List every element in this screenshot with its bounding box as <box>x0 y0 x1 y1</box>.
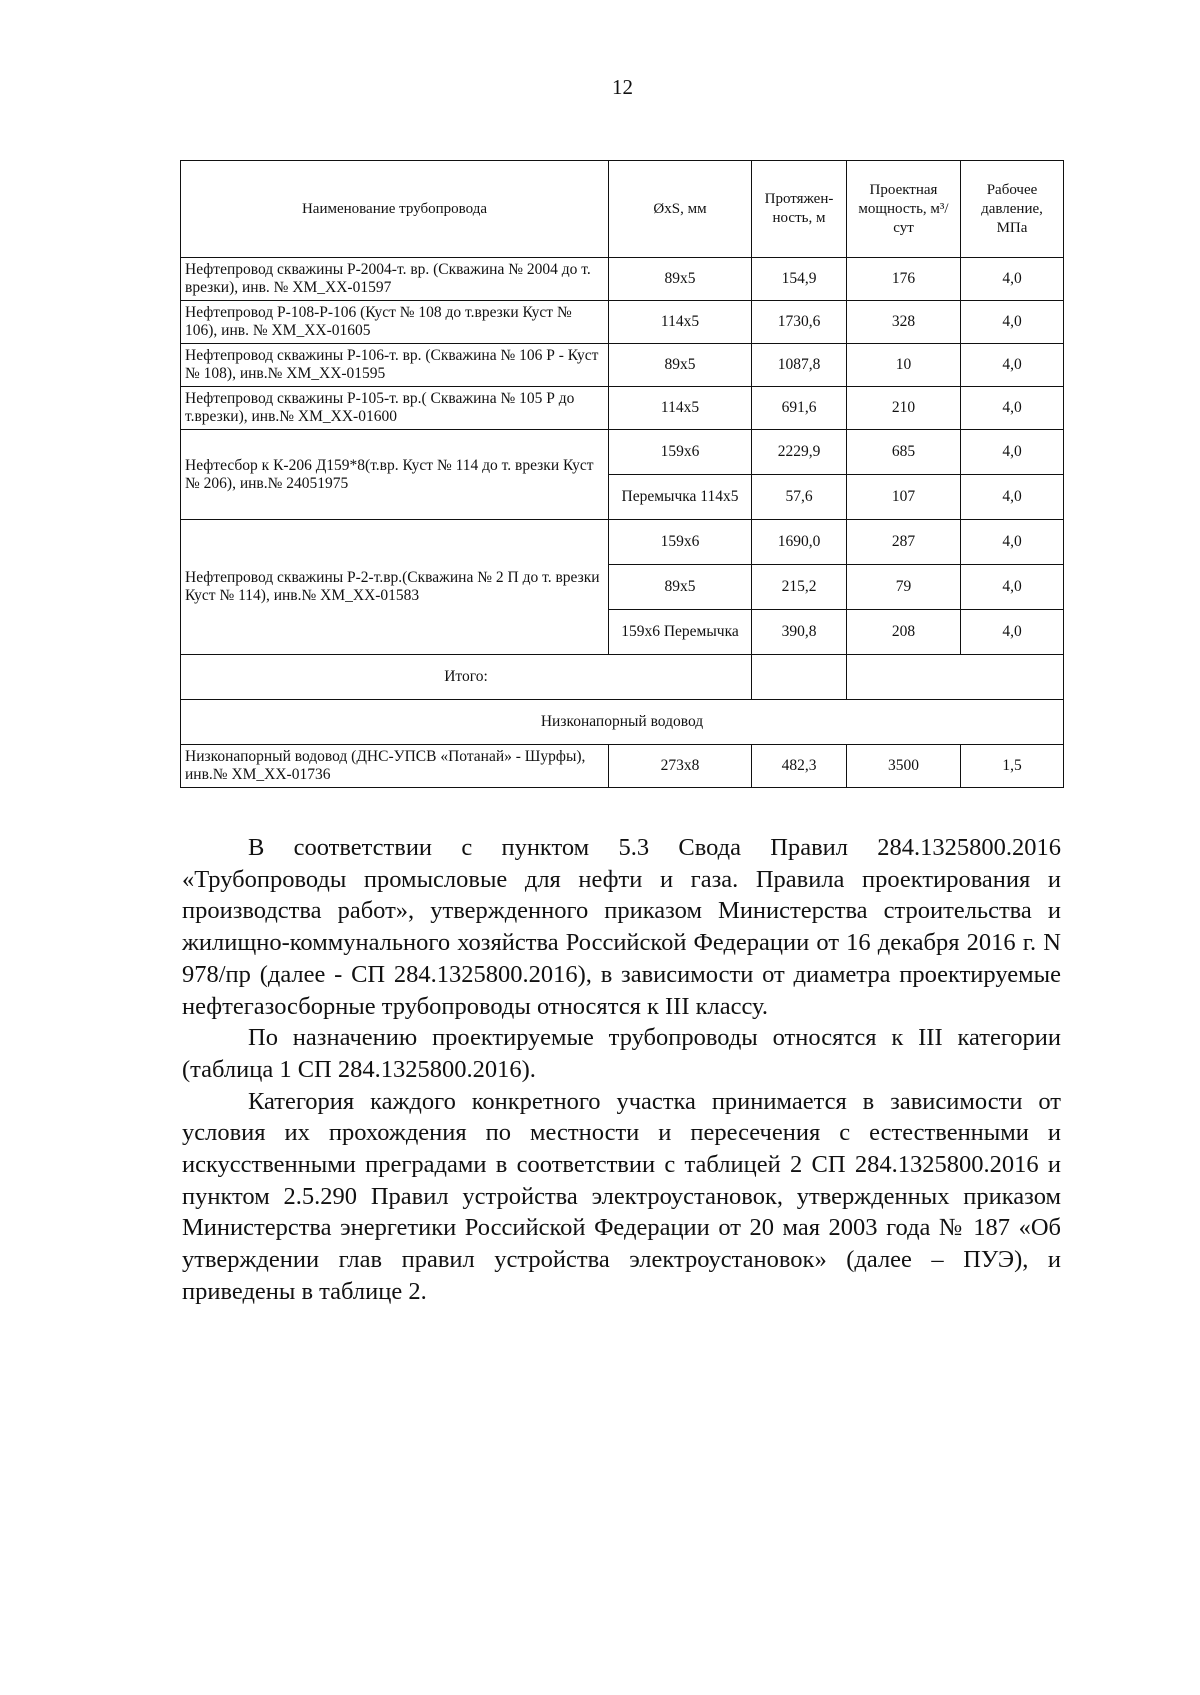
pipe-pressure: 4,0 <box>961 301 1064 344</box>
section-row <box>181 700 1064 745</box>
total-empty <box>847 655 1064 700</box>
pipe-name: Низконапорный водовод (ДНС-УПСВ «Потанай» - Шурфы), инв.№ ХМ_ХХ-01736 <box>181 745 609 788</box>
total-length <box>752 655 847 700</box>
table-row <box>181 520 1064 565</box>
table-header-row <box>181 161 1064 258</box>
pipe-pressure: 4,0 <box>961 475 1064 520</box>
pipe-pressure: 1,5 <box>961 745 1064 788</box>
paragraph: В соответствии с пунктом 5.3 Свода Правил 284.1325800.2016 «Трубопроводы промысловые для нефти и газа. Правила проектирования и производства работ», утвержденного приказом Министерства строительства и жилищно-коммунального хозяйства Российской Федерации от 16 декабря 2016 г. N 978/пр (далее - СП 284.1325800.2016), в зависимости от диаметра проектируемые нефтегазосборные трубопроводы относятся к III классу. <box>182 834 1061 1020</box>
pipe-length: 154,9 <box>752 258 847 301</box>
pipe-pressure: 4,0 <box>961 430 1064 475</box>
body-text <box>182 832 1061 1308</box>
pipe-dims: 114x5 <box>609 301 752 344</box>
pipe-dims: 89x5 <box>609 258 752 301</box>
pipe-dims: 159x6 <box>609 520 752 565</box>
pipe-capacity: 107 <box>847 475 961 520</box>
header-length: Протяжен-ность, м <box>752 161 847 258</box>
pipe-capacity: 3500 <box>847 745 961 788</box>
pipe-dims: Перемычка 114x5 <box>609 475 752 520</box>
pipe-dims: 159x6 Перемычка <box>609 610 752 655</box>
pipe-pressure: 4,0 <box>961 258 1064 301</box>
pipe-pressure: 4,0 <box>961 565 1064 610</box>
pipe-capacity: 176 <box>847 258 961 301</box>
pipe-capacity: 79 <box>847 565 961 610</box>
pipe-length: 2229,9 <box>752 430 847 475</box>
pipe-length: 215,2 <box>752 565 847 610</box>
table-row <box>181 258 1064 301</box>
pipe-dims: 114x5 <box>609 387 752 430</box>
pipe-pressure: 4,0 <box>961 520 1064 565</box>
total-label: Итого: <box>181 655 752 700</box>
header-pressure: Рабочее давление, МПа <box>961 161 1064 258</box>
pipelines-table <box>180 160 1064 788</box>
section-title: Низконапорный водовод <box>181 700 1064 745</box>
pipe-length: 691,6 <box>752 387 847 430</box>
pipe-length: 1690,0 <box>752 520 847 565</box>
pipe-capacity: 210 <box>847 387 961 430</box>
total-row <box>181 655 1064 700</box>
pipe-name: Нефтепровод скважины Р-106-т. вр. (Скважина № 106 Р - Куст № 108), инв.№ ХМ_ХХ-01595 <box>181 344 609 387</box>
pipe-capacity: 685 <box>847 430 961 475</box>
pipe-length: 57,6 <box>752 475 847 520</box>
pipe-name: Нефтепровод Р-108-Р-106 (Куст № 108 до т.врезки Куст № 106), инв. № ХМ_ХХ-01605 <box>181 301 609 344</box>
pipe-pressure: 4,0 <box>961 610 1064 655</box>
paragraph: Категория каждого конкретного участка принимается в зависимости от условия их прохождения по местности и пересечения с естественными и искусственными преградами в соответствии с таблицей 2 СП 284.1325800.2016 и пунктом 2.5.290 Правил устройства электроустановок, утвержденных приказом Министерства энергетики Российской Федерации от 20 мая 2003 года № 187 «Об утверждении глав правил устройства электроустановок» (далее – ПУЭ), и приведены в таблице 2. <box>182 1087 1061 1305</box>
header-capacity: Проектная мощность, м³/сут <box>847 161 961 258</box>
header-name: Наименование трубопровода <box>181 161 609 258</box>
pipe-capacity: 287 <box>847 520 961 565</box>
pipe-name: Нефтепровод скважины Р-2004-т. вр. (Скважина № 2004 до т. врезки), инв. № ХМ_ХХ-01597 <box>181 258 609 301</box>
pipe-name: Нефтепровод скважины Р-105-т. вр.( Скважина № 105 Р до т.врезки), инв.№ ХМ_ХХ-01600 <box>181 387 609 430</box>
pipe-length: 1730,6 <box>752 301 847 344</box>
pipe-dims: 89x5 <box>609 344 752 387</box>
header-dims: ØxS, мм <box>609 161 752 258</box>
pipe-dims: 273x8 <box>609 745 752 788</box>
table-row <box>181 344 1064 387</box>
pipe-capacity: 10 <box>847 344 961 387</box>
table-row <box>181 430 1064 475</box>
table-row <box>181 387 1064 430</box>
group-name: Нефтепровод скважины Р-2-т.вр.(Скважина № 2 П до т. врезки Куст № 114), инв.№ ХМ_ХХ-01583 <box>181 520 609 655</box>
table-row <box>181 301 1064 344</box>
pipe-length: 390,8 <box>752 610 847 655</box>
pipe-capacity: 208 <box>847 610 961 655</box>
paragraph: По назначению проектируемые трубопроводы относятся к III категории (таблица 1 СП 284.1325800.2016). <box>182 1024 1061 1083</box>
pipe-length: 1087,8 <box>752 344 847 387</box>
pipe-dims: 89x5 <box>609 565 752 610</box>
group-name: Нефтесбор к К-206 Д159*8(т.вр. Куст № 114 до т. врезки Куст № 206), инв.№ 24051975 <box>181 430 609 520</box>
pipe-pressure: 4,0 <box>961 387 1064 430</box>
page-number: 12 <box>612 75 633 99</box>
pipe-dims: 159x6 <box>609 430 752 475</box>
table-row <box>181 745 1064 788</box>
pipe-capacity: 328 <box>847 301 961 344</box>
pipe-pressure: 4,0 <box>961 344 1064 387</box>
pipe-length: 482,3 <box>752 745 847 788</box>
